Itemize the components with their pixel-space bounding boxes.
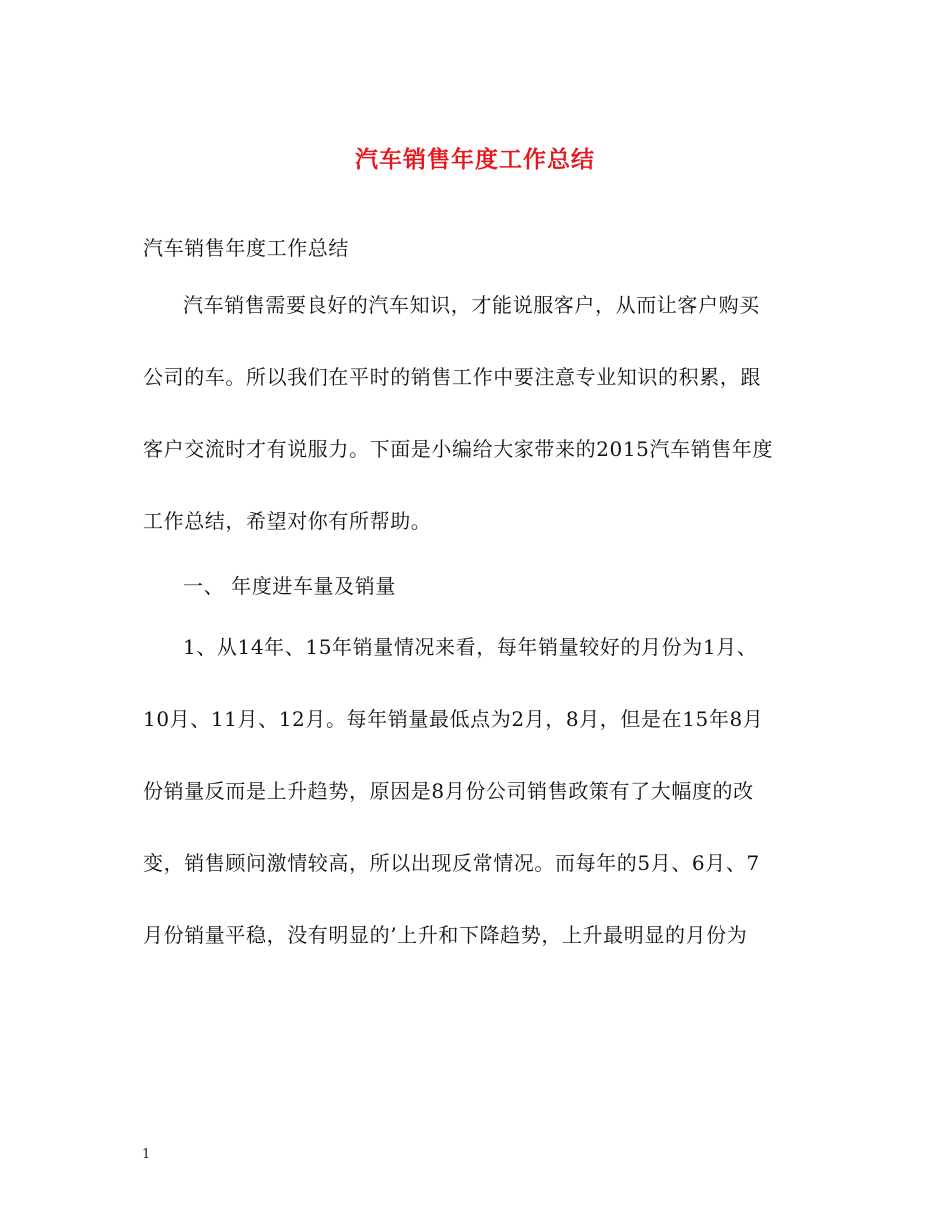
paragraph-line: 变，销售顾问激情较高，所以出现反常情况。而每年的5月、6月、7 (143, 851, 760, 875)
paragraph-line: 客户交流时才有说服力。下面是小编给大家带来的2015汽车销售年度 (143, 437, 774, 461)
paragraph-line: 月份销量平稳，没有明显的’上升和下降趋势，上升最明显的月份为 (143, 923, 748, 947)
document-title: 汽车销售年度工作总结 (355, 146, 595, 173)
paragraph-line: 汽车销售需要良好的汽车知识，才能说服客户，从而让客户购买 (183, 293, 760, 317)
section-heading: 一、 年度进车量及销量 (183, 574, 396, 598)
page-number: 1 (142, 1147, 151, 1162)
paragraph-line: 10月、11月、12月。每年销量最低点为2月，8月，但是在15年8月 (143, 707, 764, 731)
paragraph-line: 1、从14年、15年销量情况来看，每年销量较好的月份为1月、 (183, 635, 758, 659)
paragraph-line: 工作总结，希望对你有所帮助。 (143, 509, 432, 533)
paragraph-line: 公司的车。所以我们在平时的销售工作中要注意专业知识的积累，跟 (143, 365, 761, 389)
subtitle-line: 汽车销售年度工作总结 (143, 236, 349, 260)
paragraph-line: 份销量反而是上升趋势，原因是8月份公司销售政策有了大幅度的改 (143, 779, 754, 803)
